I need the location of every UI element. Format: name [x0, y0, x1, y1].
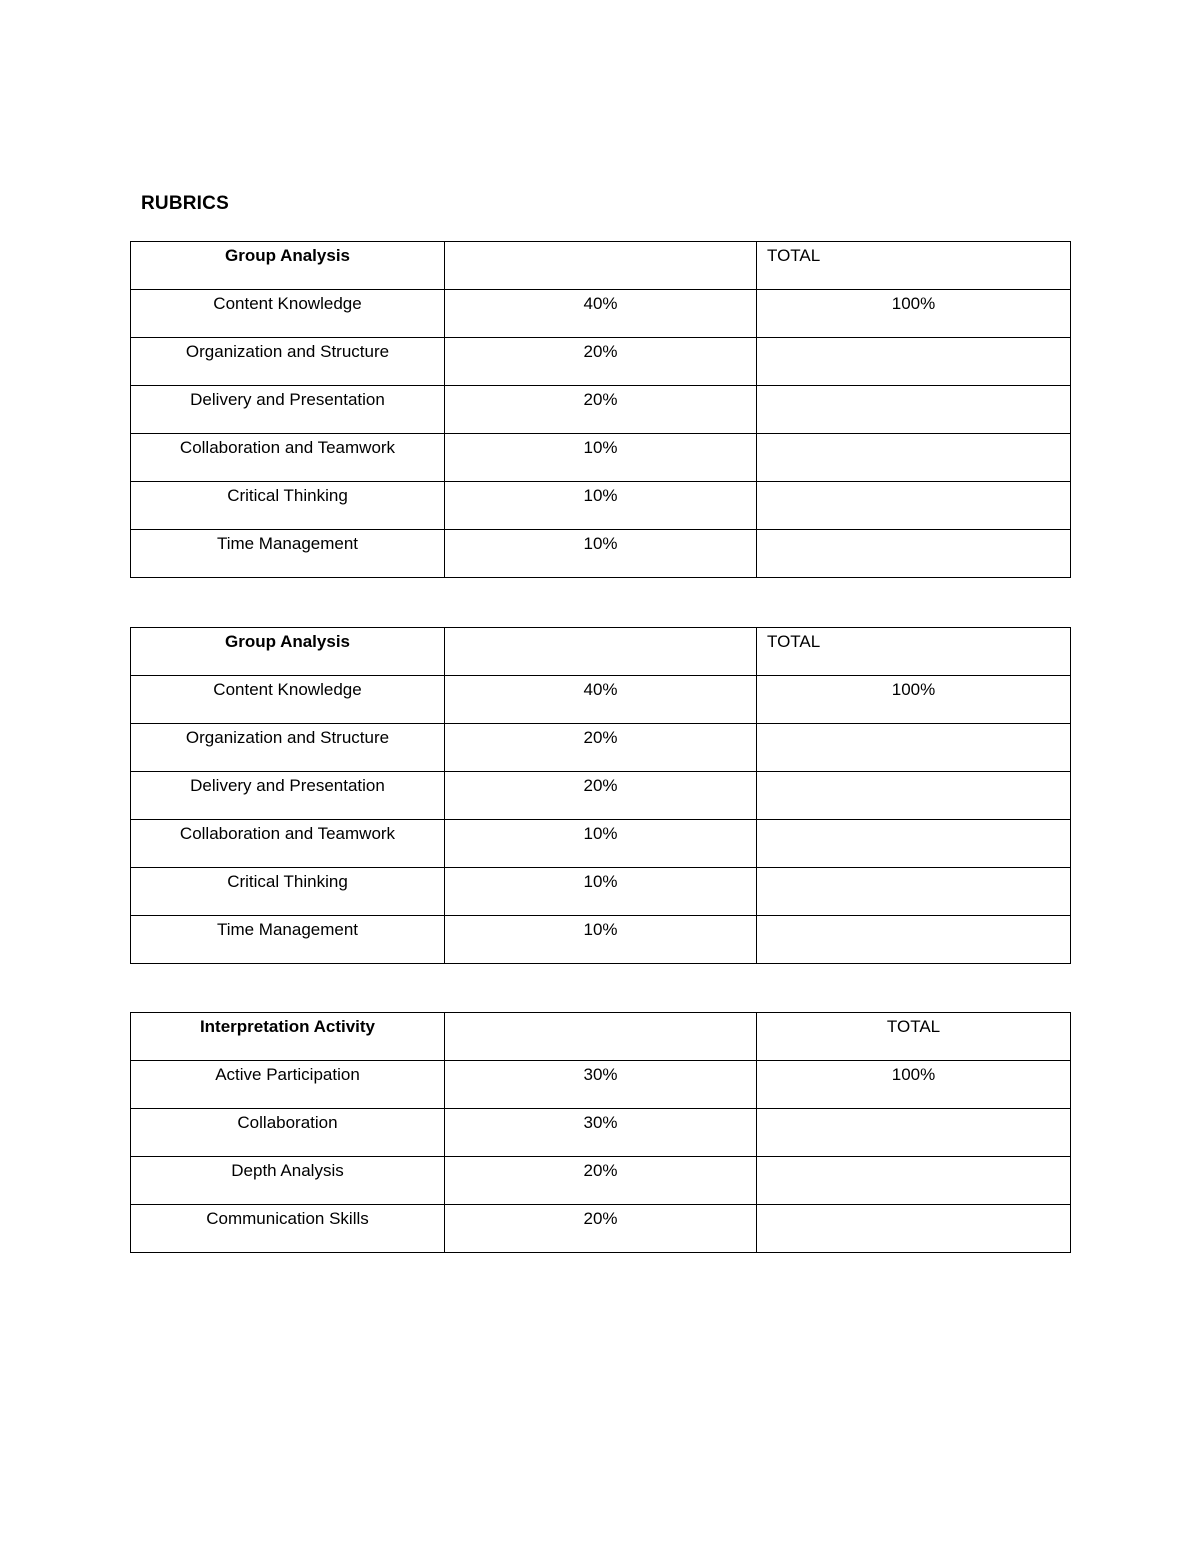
table-row: [131, 290, 1071, 338]
table-header-row: [131, 628, 1071, 676]
table-row: [131, 916, 1071, 964]
total-cell: [757, 820, 1071, 868]
table-header-row: [131, 1013, 1071, 1061]
criterion-cell: Critical Thinking: [131, 482, 445, 530]
table-row: [131, 386, 1071, 434]
table-row: [131, 820, 1071, 868]
criterion-cell: Critical Thinking: [131, 868, 445, 916]
weight-cell: 20%: [445, 724, 757, 772]
total-cell: [757, 386, 1071, 434]
weight-cell: 20%: [445, 386, 757, 434]
criterion-cell: Depth Analysis: [131, 1157, 445, 1205]
total-label: TOTAL: [757, 628, 1071, 676]
criterion-cell: Organization and Structure: [131, 338, 445, 386]
total-cell: [757, 1205, 1071, 1253]
page-title: RUBRICS: [141, 193, 229, 214]
total-cell: [757, 530, 1071, 578]
criterion-cell: Collaboration: [131, 1109, 445, 1157]
weight-cell: 20%: [445, 1157, 757, 1205]
total-cell: [757, 724, 1071, 772]
criterion-cell: Collaboration and Teamwork: [131, 820, 445, 868]
header-middle-cell: [445, 628, 757, 676]
criterion-cell: Delivery and Presentation: [131, 386, 445, 434]
table-row: [131, 724, 1071, 772]
table-row: [131, 338, 1071, 386]
weight-cell: 40%: [445, 676, 757, 724]
total-label: TOTAL: [757, 242, 1071, 290]
weight-cell: 10%: [445, 434, 757, 482]
table-row: [131, 434, 1071, 482]
weight-cell: 10%: [445, 868, 757, 916]
table-title: Interpretation Activity: [131, 1013, 445, 1061]
weight-cell: 20%: [445, 1205, 757, 1253]
criterion-cell: Time Management: [131, 530, 445, 578]
total-label: TOTAL: [757, 1013, 1071, 1061]
total-cell: [757, 772, 1071, 820]
weight-cell: 10%: [445, 820, 757, 868]
criterion-cell: Active Participation: [131, 1061, 445, 1109]
header-middle-cell: [445, 242, 757, 290]
total-cell: [757, 482, 1071, 530]
table-row: [131, 676, 1071, 724]
weight-cell: 10%: [445, 916, 757, 964]
table-row: [131, 1157, 1071, 1205]
total-cell: [757, 916, 1071, 964]
weight-cell: 10%: [445, 530, 757, 578]
table-row: [131, 772, 1071, 820]
header-middle-cell: [445, 1013, 757, 1061]
weight-cell: 10%: [445, 482, 757, 530]
table-title: Group Analysis: [131, 628, 445, 676]
total-cell: [757, 1157, 1071, 1205]
table-row: [131, 482, 1071, 530]
criterion-cell: Collaboration and Teamwork: [131, 434, 445, 482]
table-title: Group Analysis: [131, 242, 445, 290]
total-cell: [757, 868, 1071, 916]
weight-cell: 20%: [445, 338, 757, 386]
total-cell: [757, 434, 1071, 482]
table-row: [131, 1205, 1071, 1253]
table-row: [131, 530, 1071, 578]
criterion-cell: Organization and Structure: [131, 724, 445, 772]
table-row: [131, 868, 1071, 916]
total-cell: 100%: [757, 290, 1071, 338]
total-cell: [757, 338, 1071, 386]
weight-cell: 40%: [445, 290, 757, 338]
rubric-table-3: [130, 1012, 1071, 1253]
criterion-cell: Time Management: [131, 916, 445, 964]
rubric-table-2: [130, 627, 1071, 964]
total-cell: 100%: [757, 1061, 1071, 1109]
total-cell: 100%: [757, 676, 1071, 724]
total-cell: [757, 1109, 1071, 1157]
weight-cell: 30%: [445, 1061, 757, 1109]
weight-cell: 20%: [445, 772, 757, 820]
criterion-cell: Delivery and Presentation: [131, 772, 445, 820]
table-row: [131, 1109, 1071, 1157]
rubric-table-1: [130, 241, 1071, 578]
criterion-cell: Communication Skills: [131, 1205, 445, 1253]
criterion-cell: Content Knowledge: [131, 676, 445, 724]
table-header-row: [131, 242, 1071, 290]
table-row: [131, 1061, 1071, 1109]
criterion-cell: Content Knowledge: [131, 290, 445, 338]
weight-cell: 30%: [445, 1109, 757, 1157]
